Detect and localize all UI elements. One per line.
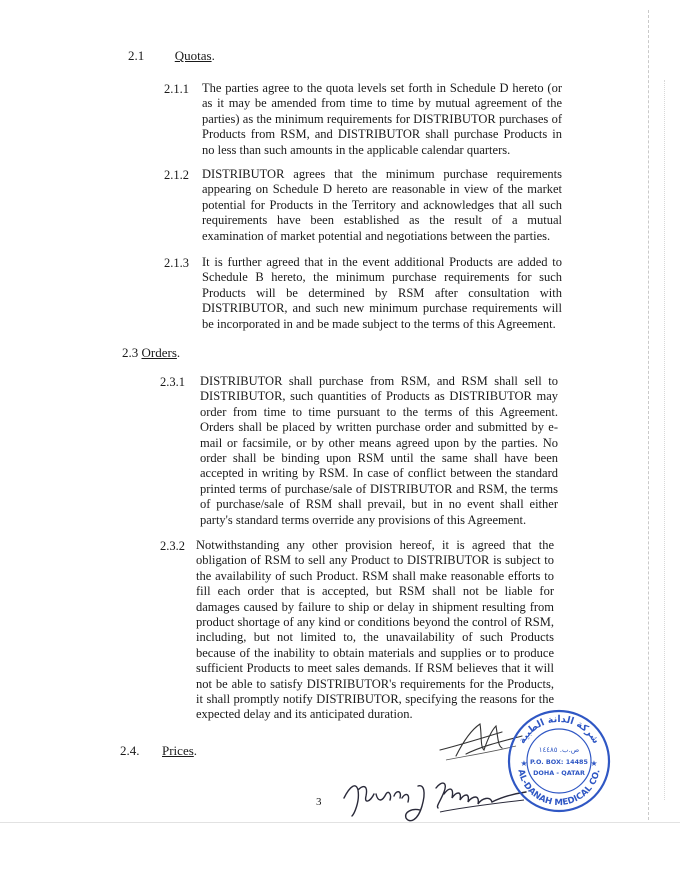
stamp-star-icon: ★ [520,759,528,768]
section-title: Quotas [174,48,212,63]
clause-number: 2.1.2 [164,168,189,182]
company-stamp [506,708,612,814]
clause-number: 2.1.1 [164,82,189,96]
clause-text: The parties agree to the quota levels set forth in Schedule D hereto (or as it may be amended from time to time by mutual agreement of the parties) as the minimum requirements for DISTRIBUTOR purchases of Products from RSM, and DISTRIBUTOR shall purchase Products in no less than such amounts in the applicable calendar quarters. [202,81,562,157]
section-heading-quotas: 2.1 Quotas. [128,48,215,63]
stamp-po-box-arabic: ص.ب. ١٤٤٨٥ [538,746,580,754]
page-number: 3 [316,796,322,808]
section-number: 2.4. [120,743,140,758]
stamp-company-english: AL-DANAH MEDICAL CO. [515,768,603,809]
section-heading-orders: 2.3 Orders. [122,345,181,360]
section-heading-prices: 2.4. Prices. [120,743,198,758]
stamp-po-box: P.O. BOX: 14485 [530,758,588,766]
section-number: 2.1 [128,48,145,63]
stamp-city: DOHA - QATAR [533,769,585,777]
section-number: 2.3 [122,345,139,360]
section-title: Prices [162,743,194,758]
clause-number: 2.1.3 [164,256,189,270]
stamp-star-icon: ★ [590,759,598,768]
stamp-company-arabic: شركة الدانة الطبية [516,713,602,746]
clause-text: Notwithstanding any other provision hereof, it is agreed that the obligation of RSM to sell any Product to DISTRIBUTOR is subject to the availability of such Product. RSM shall make reasonable efforts to fill each order that is accepted, but RSM shall not be liable for damages caused by failure to ship or delay in shipment resulting from product shortage of any kind or conditions beyond the control of RSM, including, but not limited to, the unavailability of such Products because of the inability to obtain materials and supplies or to produce sufficient Products to meet sales demands. If RSM believes that it will not be able to satisfy DISTRIBUTOR's requirements for the Products, it shall promptly notify DISTRIBUTOR, specifying the reasons for the expected delay and its anticipated duration. [196,538,554,722]
clause-text: DISTRIBUTOR shall purchase from RSM, and RSM shall sell to DISTRIBUTOR, such quantities of Products as DISTRIBUTOR may order from time to time pursuant to the terms of this Agreement. Orders shall be placed by written purchase order and submitted by e-mail or facsimile, or by other means agreed upon by the parties. No order shall be binding upon RSM until the same shall have been accepted in writing by RSM. In case of conflict between the standard printed terms of purchase/sale of DISTRIBUTOR and RSM, the terms of purchase/sale of RSM shall prevail, but in no event shall either party's standard terms override any provisions of this Agreement. [200,374,558,527]
scan-edge-line [648,10,649,820]
clause-number: 2.3.1 [160,375,185,389]
clause-text: It is further agreed that in the event additional Products are added to Schedule B hereto, the minimum purchase requirements for such Products will be determined by RSM after consultation with DISTRIBUTOR, and such new minimum purchase requirements will be incorporated in and be made subject to the terms of this Agreement. [202,255,562,331]
section-title: Orders [141,345,177,360]
signature [340,772,530,832]
clause-text: DISTRIBUTOR agrees that the minimum purchase requirements appearing on Schedule D hereto are reasonable in view of the market potential for Products in the Territory and acknowledges that all such requirements have been established as the result of a mutual examination of market potential and negotiations between the parties. [202,167,562,243]
clause-number: 2.3.2 [160,539,185,553]
scan-edge-line [664,80,665,800]
svg-text:شركة الدانة الطبية [517,714,602,746]
